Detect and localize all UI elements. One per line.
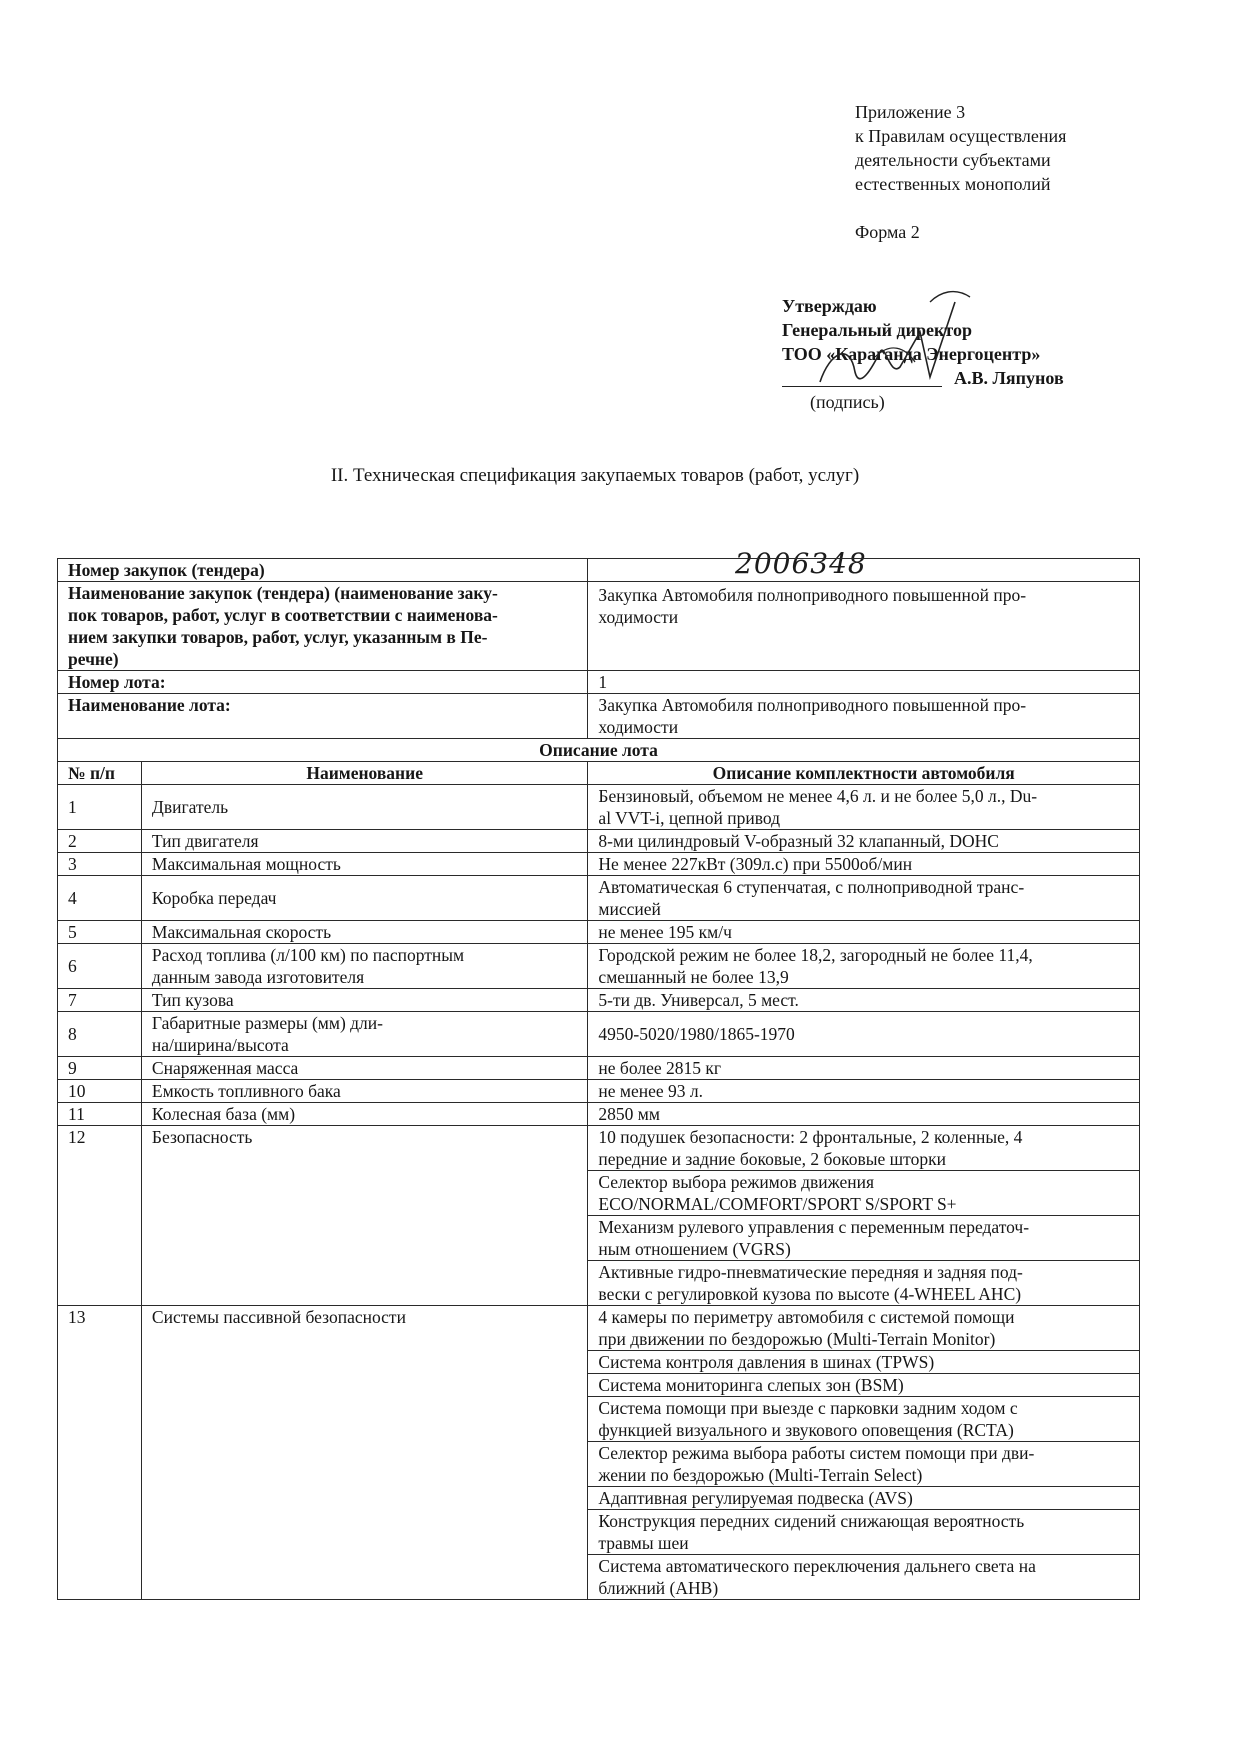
row-name: Безопасность [141,1126,588,1306]
row-name: Снаряженная масса [141,1057,588,1080]
row-name: Двигатель [141,785,588,830]
row-description: Автоматическая 6 ступенчатая, с полноприводной транс- миссией [588,876,1140,921]
row-name: Емкость топливного бака [141,1080,588,1103]
row-description: Механизм рулевого управления с переменным передаточ- ным отношением (VGRS) [588,1216,1140,1261]
header-row [58,582,1140,671]
annex-line: естественных монополий [855,174,1051,194]
row-description: 5-ти дв. Универсал, 5 мест. [588,989,1140,1012]
table-row [58,1126,1140,1171]
row-description: Система помощи при выезде с парковки задним ходом с функцией визуального и звукового оповещения (RCTA) [588,1397,1140,1442]
header-row [58,559,1140,582]
header-row [58,694,1140,739]
section-row [58,739,1140,762]
spec-table-body [58,559,1140,1600]
row-description: Не менее 227кВт (309л.с) при 5500об/мин [588,853,1140,876]
row-name: Колесная база (мм) [141,1103,588,1126]
row-name: Максимальная мощность [141,853,588,876]
table-row [58,1012,1140,1057]
lot-number-label: Номер лота: [58,671,588,694]
tender-name-label: Наименование закупок (тендера) (наименование заку- пок товаров, работ, услуг в соответствии с наименова- нием закупки товаров, работ, услуг, указанным в Пе- речне) [58,582,588,671]
row-name: Коробка передач [141,876,588,921]
spec-table [57,558,1140,1600]
form-number: Форма 2 [855,222,920,242]
row-description: Городской режим не более 18,2, загородный не более 11,4, смешанный не более 13,9 [588,944,1140,989]
annex-line: деятельности субъектами [855,150,1051,170]
approver-name: А.В. Ляпунов [954,368,1064,388]
row-name: Габаритные размеры (мм) дли- на/ширина/высота [141,1012,588,1057]
row-name: Тип двигателя [141,830,588,853]
row-description: Селектор выбора режимов движения ECO/NORMAL/COMFORT/SPORT S/SPORT S+ [588,1171,1140,1216]
row-number: 13 [58,1306,142,1600]
row-description: 2850 мм [588,1103,1140,1126]
table-row [58,1103,1140,1126]
row-name: Системы пассивной безопасности [141,1306,588,1600]
tender-number-label: Номер закупок (тендера) [58,559,588,582]
row-number: 7 [58,989,142,1012]
column-header-name: Наименование [141,762,588,785]
row-description: не менее 93 л. [588,1080,1140,1103]
row-description: Система автоматического переключения дальнего света на ближний (AHB) [588,1555,1140,1600]
row-description: не более 2815 кг [588,1057,1140,1080]
tender-number-value [588,559,1140,582]
row-number: 12 [58,1126,142,1306]
row-description: 10 подушек безопасности: 2 фронтальные, 2 коленные, 4 передние и задние боковые, 2 боковые шторки [588,1126,1140,1171]
row-description: 4950-5020/1980/1865-1970 [588,1012,1140,1057]
approver-position: Генеральный директор [782,320,972,340]
row-description: Селектор режима выбора работы систем помощи при дви- жении по бездорожью (Multi-Terrain Select) [588,1442,1140,1487]
column-header-no: № п/п [58,762,142,785]
row-description: Конструкция передних сидений снижающая вероятность травмы шеи [588,1510,1140,1555]
table-row [58,1057,1140,1080]
table-row [58,830,1140,853]
annex-line: к Правилам осуществления [855,126,1067,146]
table-row [58,989,1140,1012]
handwritten-signature [780,282,980,412]
page-title: II. Техническая спецификация закупаемых товаров (работ, услуг) [330,465,860,486]
row-name: Тип кузова [141,989,588,1012]
approver-company: ТОО «Караганда Энергоцентр» [782,344,1041,364]
table-row [58,876,1140,921]
row-description: Система мониторинга слепых зон (BSM) [588,1374,1140,1397]
tender-name-value: Закупка Автомобиля полноприводного повышенной про- ходимости [588,582,1140,671]
table-row [58,853,1140,876]
handwritten-tender-number: 2006348 [735,547,867,580]
lot-number-value: 1 [588,671,1140,694]
table-row [58,921,1140,944]
row-name: Расход топлива (л/100 км) по паспортным данным завода изготовителя [141,944,588,989]
row-name: Максимальная скорость [141,921,588,944]
row-number: 9 [58,1057,142,1080]
annex-block [855,100,1066,196]
row-description: Адаптивная регулируемая подвеска (AVS) [588,1487,1140,1510]
row-description: не менее 195 км/ч [588,921,1140,944]
signature-caption: (подпись) [810,392,885,412]
column-header-row [58,762,1140,785]
row-number: 5 [58,921,142,944]
table-row [58,944,1140,989]
row-description: Система контроля давления в шинах (TPWS) [588,1351,1140,1374]
row-number: 6 [58,944,142,989]
row-description: 8-ми цилиндровый V-образный 32 клапанный, DOHC [588,830,1140,853]
row-description: 4 камеры по периметру автомобиля с системой помощи при движении по бездорожью (Multi-Terrain Monitor) [588,1306,1140,1351]
table-row [58,785,1140,830]
row-number: 4 [58,876,142,921]
row-description: Бензиновый, объемом не менее 4,6 л. и не более 5,0 л., Du- al VVT-i, цепной привод [588,785,1140,830]
row-number: 1 [58,785,142,830]
lot-name-value: Закупка Автомобиля полноприводного повышенной про- ходимости [588,694,1140,739]
lot-section-title: Описание лота [58,739,1140,762]
row-number: 8 [58,1012,142,1057]
table-row [58,1306,1140,1351]
table-row [58,1080,1140,1103]
annex-line: Приложение 3 [855,102,966,122]
row-number: 10 [58,1080,142,1103]
lot-name-label: Наименование лота: [58,694,588,739]
row-number: 3 [58,853,142,876]
row-number: 2 [58,830,142,853]
row-number: 11 [58,1103,142,1126]
column-header-desc: Описание комплектности автомобиля [588,762,1140,785]
row-description: Активные гидро-пневматические передняя и задняя под- вески с регулировкой кузова по высоте (4-WHEEL AHC) [588,1261,1140,1306]
header-row [58,671,1140,694]
approve-label: Утверждаю [782,296,877,316]
